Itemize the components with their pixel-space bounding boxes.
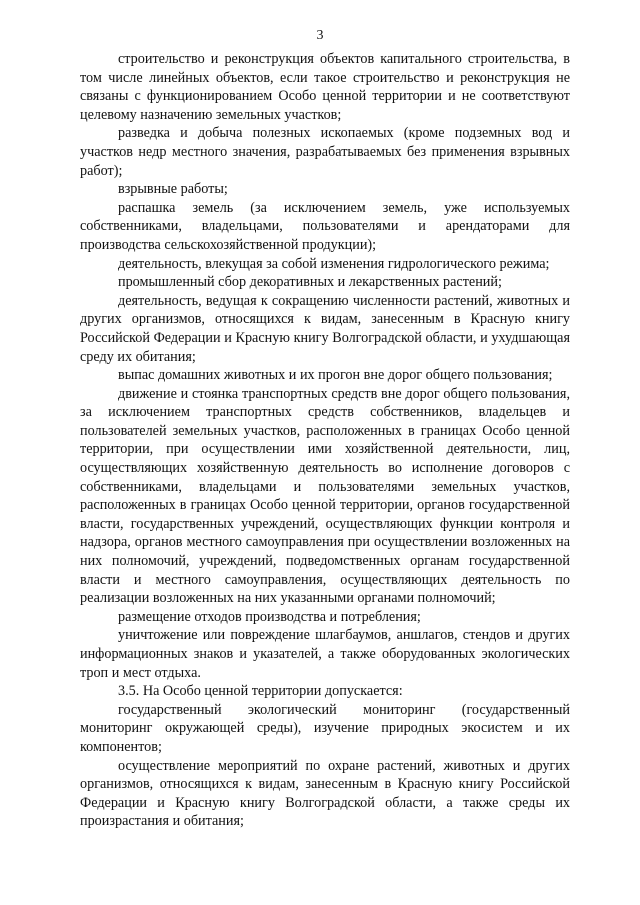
paragraph-species-protection-ban: деятельность, ведущая к сокращению численности растений, животных и других организмов, относящихся к видам, занесенным в Красную книгу Российской Федерации и Красную книгу Волгоградской области, и ухудшающая среду их обитания; xyxy=(80,292,570,365)
paragraph-construction-ban: строительство и реконструкция объектов капитального строительства, в том числе линейных объектов, если такое строительство и реконструкция не связаны с функционированием Особо ценной территории и не соответствуют целевому назначению земельных участков; xyxy=(80,51,570,123)
paragraph-protection-measures-allowed: осуществление мероприятий по охране растений, животных и других организмов, относящихся к видам, занесенным в Красную книгу Российской Федерации и Красную книгу Волгоградской области, а также среды их произрастания и обитания; xyxy=(80,757,570,830)
paragraph-blasting-ban: взрывные работы; xyxy=(118,181,228,198)
document-body xyxy=(80,50,570,831)
paragraph-hydrology-ban: деятельность, влекущая за собой изменения гидрологического режима; xyxy=(118,255,550,272)
paragraph-plowing-ban: распашка земель (за исключением земель, уже используемых собственниками, владельцами, пользователями и арендаторами для производства сельскохозяйственной продукции); xyxy=(80,199,570,253)
paragraph-monitoring-allowed: государственный экологический мониторинг (государственный мониторинг окружающей среды), изучение природных экосистем и их компонентов; xyxy=(80,701,570,755)
paragraph-waste-ban: размещение отходов производства и потребления; xyxy=(118,608,421,625)
paragraph-grazing-ban: выпас домашних животных и их прогон вне дорог общего пользования; xyxy=(118,367,553,384)
page-number: 3 xyxy=(316,28,324,43)
paragraph-signage-damage-ban: уничтожение или повреждение шлагбаумов, аншлагов, стендов и других информационных знаков и указателей, а также оборудованных экологических троп и мест отдыха. xyxy=(80,627,570,681)
section-heading-3-5: 3.5. На Особо ценной территории допускается: xyxy=(118,683,403,700)
paragraph-vehicle-ban: движение и стоянка транспортных средств вне дорог общего пользования, за исключением транспортных средств собственников, владельцев и пользователей земельных участков, расположенных в границах Особо ценной территории, при осуществлении ими хозяйственной деятельности, лиц, осуществляющих хозяйственную деятельность во исполнение договоров с собственниками, владельцами и пользователями земельных участков, расположенных в границах Особо ценной территории, органов государственной власти, государственных учреждений, осуществляющих функции контроля и надзора, органов местного самоуправления при осуществлении возложенных на них полномочий, учреждений, подведомственных органам государственной власти и местного самоуправления, осуществляющих деятельность по реализации возложенных на них указанными органами полномочий; xyxy=(80,385,570,607)
paragraph-plant-collection-ban: промышленный сбор декоративных и лекарственных растений; xyxy=(118,274,502,291)
paragraph-mining-ban: разведка и добыча полезных ископаемых (кроме подземных вод и участков недр местного значения, разрабатываемых без применения взрывных работ); xyxy=(80,125,570,179)
